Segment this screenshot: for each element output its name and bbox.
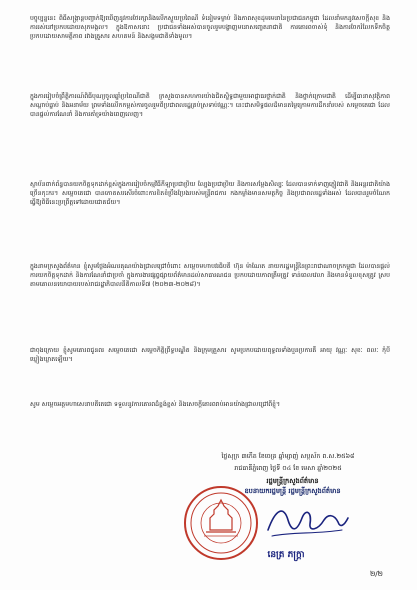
lunar-date: ថ្ងៃសុក្រ ៣កើត ខែចេត្រ ឆ្នាំម្សាញ់ សប្តស័ក ព.ស.២៥៦៨ bbox=[221, 453, 355, 460]
paragraph-2: ក្នុងការរៀបចំព្រឹត្តិការណ៍ពិធីបុណ្យចូលឆ្នាំប្រពៃណីជាតិ ក្រសួងបានសហការយ៉ាងជិតស្និទ្ធជាមួយអាជ្ញាធរថ្នាក់ជាតិ និងថ្នាក់ក្រោមជាតិ ដើម្បីធានាសុវត្ថិភាព សណ្តាប់ធ្នាប់ និងអនាម័យ ព្រមទាំងលើកកម្ពស់ការចូលរួមពីប្រជាពលរដ្ឋគ្រប់ស្រទាប់វណ្ណៈ។ នេះជាសមិទ្ធផលដ៏មានតម្លៃក្រោមការដឹកនាំរបស់ សម្ដេចតេជោ ដែលបានផ្តល់ការណែនាំ និងការគាំទ្រយ៉ាងពេញលេញ។ bbox=[30, 93, 390, 119]
signatory-name: នេត្រ ភក្ត្រា bbox=[267, 550, 305, 560]
solar-date: រាជធានីភ្នំពេញ ថ្ងៃទី ០៤ ខែ មេសា ឆ្នាំ២០២៥ bbox=[234, 465, 342, 472]
paragraph-3: ស្ថាប័នពាក់ព័ន្ធបានយកចិត្តទុកដាក់ខ្ពស់ក្នុងការរៀបចំកម្មវិធីកីឡាប្រជាប្រិយ ល្បែងប្រជាប្រិយ និងការសម្តែងសិល្បៈ ដែលបានទាក់ទាញភ្ញៀវជាតិ និងអន្តរជាតិយ៉ាងច្រើនកុះករ។ សម្ដេចតេជោ បានកោតសរសើរចំពោះការខិតខំប្រឹងប្រែងរបស់មន្ត្រីរាជការ កងកម្លាំងមានសមត្ថកិច្ច និងប្រជាពលរដ្ឋទាំងអស់ ដែលបានរួមចំណែកធ្វើឱ្យពិធីនេះប្រព្រឹត្តទៅដោយជោគជ័យ។ bbox=[30, 181, 390, 207]
signature-icon bbox=[262, 500, 352, 545]
paragraph-1: បច្ចុប្បន្ននេះ ពិធីសង្ក្រាន្តបញ្ជាក់ឱ្យឃើញនូវការថែរក្សានិងលើកស្ទួយប្រពៃណី ទំនៀមទម្លាប់ និងភាពសុខដុមរមនានៃប្រជាជនកម្ពុជា ដែលនាំមកនូវសេចក្តីសុខ និងការរស់នៅប្រកបដោយសុភមង្គល។ ក្នុងឱកាសនោះ ប្រជាជនទាំងអស់បានចូលរួមបង្ហាញមនោសញ្ចេតនាជាតិ ការគោរពចាស់ទុំ និងការចែករំលែកទឹកចិត្តប្រកបដោយសាមគ្គីភាព រវាងគ្រួសារ សហគមន៍ និងសង្គមជាតិទាំងមូល។ bbox=[30, 15, 390, 41]
paragraph-5: ជាចុងក្រោយ ខ្ញុំសូមគោរពជូនពរ សម្ដេចតេជោ សម្ដេចកិត្តិព្រឹទ្ធបណ្ឌិត និងក្រុមគ្រួសារ សូមប្រកបដោយពុទ្ធពរទាំងបួនប្រការគឺ អាយុ វណ្ណៈ សុខៈ ពលៈ កុំបីឃ្លៀងឃ្លាតឡើយ។ bbox=[30, 347, 390, 364]
ministry-line-1: រដ្ឋមន្ត្រីក្រសួងព័ត៌មាន bbox=[266, 477, 319, 485]
paragraph-4: ក្នុងនាមក្រសួងព័ត៌មាន ខ្ញុំសូមថ្លែងអំណរគុណយ៉ាងជ្រាលជ្រៅចំពោះ សម្ដេចមហាបវរធិបតី ហ៊ុន ម៉ាណែត នាយករដ្ឋមន្ត្រីនៃព្រះរាជាណាចក្រកម្ពុជា ដែលបានផ្តល់ការយកចិត្តទុកដាក់ និងការណែនាំជាប្រចាំ ក្នុងការងារផ្សព្វផ្សាយព័ត៌មានដល់សាធារណជន ប្រកបដោយភាពត្រឹមត្រូវ ទាន់ពេលវេលា និងមានទំនួលខុសត្រូវ ស្របតាមគោលនយោបាយរបស់រាជរដ្ឋាភិបាលនីតិកាលទី៧ (២០២៣-២០២៨)។ bbox=[30, 263, 390, 289]
paragraph-6: សូម សម្ដេចអគ្គមហាសេនាបតីតេជោ ទទួលនូវការគោរពដ៏ខ្ពង់ខ្ពស់ និងសេចក្តីគោរពរាប់អានយ៉ាងជ្រាលជ្រៅពីខ្ញុំ។ bbox=[30, 401, 281, 408]
page-number: ២/២ bbox=[370, 570, 383, 578]
ministry-line-2: ឧបនាយករដ្ឋមន្ត្រី រដ្ឋមន្ត្រីក្រសួងព័ត៌មាន bbox=[244, 487, 341, 495]
